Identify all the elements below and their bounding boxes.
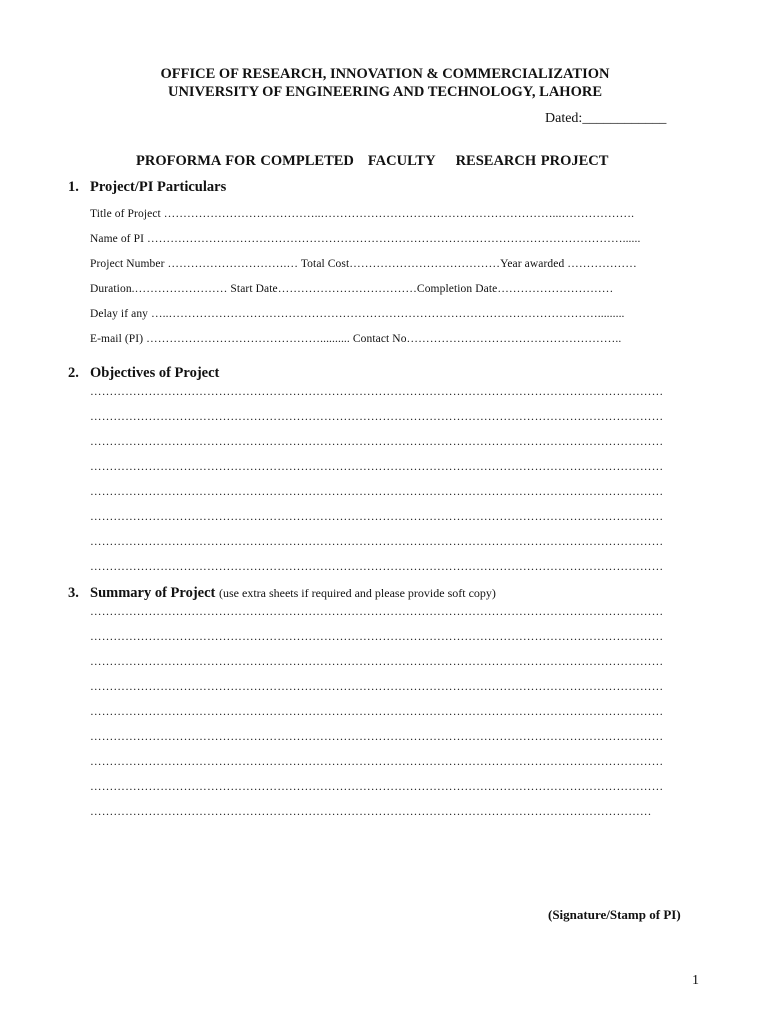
section-1-title: Project/PI Particulars — [90, 179, 227, 195]
summary-line[interactable]: ………………………………………………………………………………………………………………………………… — [90, 706, 664, 718]
section-3-heading — [68, 585, 496, 602]
proforma-title-part2: FACULTY — [367, 153, 436, 169]
section-3-note: (use extra sheets if required and please provide soft copy) — [219, 586, 496, 600]
summary-line[interactable]: ……………………………………………………………………………………………………………………………… — [90, 806, 652, 818]
section-2-title: Objectives of Project — [90, 365, 220, 381]
summary-line[interactable]: ………………………………………………………………………………………………………………………………… — [90, 681, 664, 693]
objectives-line[interactable]: ………………………………………………………………………………………………………………………………… — [90, 536, 664, 548]
summary-line[interactable]: ………………………………………………………………………………………………………………………………… — [90, 731, 664, 743]
objectives-line[interactable]: ………………………………………………………………………………………………………………………………… — [90, 486, 664, 498]
section-1-heading — [68, 179, 226, 196]
proforma-title-part1: PROFORMA FOR COMPLETED — [136, 153, 354, 169]
section-1-number: 1. — [68, 179, 79, 195]
university-heading: UNIVERSITY OF ENGINEERING AND TECHNOLOGY, LAHORE — [167, 84, 602, 100]
proforma-title-part3: RESEARCH PROJECT — [455, 153, 609, 169]
proforma-title — [136, 153, 608, 170]
objectives-line[interactable]: ………………………………………………………………………………………………………………………………… — [90, 436, 664, 448]
objectives-line[interactable]: ………………………………………………………………………………………………………………………………… — [90, 386, 664, 398]
summary-line[interactable]: ………………………………………………………………………………………………………………………………… — [90, 656, 664, 668]
summary-line[interactable]: ………………………………………………………………………………………………………………………………… — [90, 631, 664, 643]
duration-dates-field[interactable]: Duration.…………………… Start Date………………………………Completion Date………………………… — [90, 283, 614, 295]
section-2-number: 2. — [68, 365, 79, 381]
email-contact-field[interactable]: E-mail (PI) ……………………………………….......... Contact No……………………………………………….. — [90, 333, 622, 345]
objectives-line[interactable]: ………………………………………………………………………………………………………………………………… — [90, 511, 664, 523]
objectives-line[interactable]: ………………………………………………………………………………………………………………………………… — [90, 561, 664, 573]
delay-field[interactable]: Delay if any …..…………………………………………………………………………………………………......... — [90, 308, 625, 320]
objectives-line[interactable]: ………………………………………………………………………………………………………………………………… — [90, 411, 664, 423]
title-of-project-field[interactable]: Title of Project …………………………………..……………………………………………………...………………. — [90, 208, 635, 220]
name-of-pi-field[interactable]: Name of PI ……………………………………………………………………………………………………………...... — [90, 233, 641, 245]
summary-line[interactable]: ………………………………………………………………………………………………………………………………… — [90, 756, 664, 768]
signature-label: (Signature/Stamp of PI) — [548, 907, 681, 922]
project-number-cost-year-field[interactable]: Project Number ………………………….… Total Cost…………………………………Year awarded ……………… — [90, 258, 637, 270]
page-number: 1 — [692, 973, 699, 988]
dated-field[interactable]: Dated:____________ — [545, 111, 667, 126]
office-heading: OFFICE OF RESEARCH, INNOVATION & COMMERCIALIZATION — [160, 66, 610, 82]
summary-line[interactable]: ………………………………………………………………………………………………………………………………… — [90, 606, 664, 618]
section-3-number: 3. — [68, 585, 79, 601]
summary-line[interactable]: ………………………………………………………………………………………………………………………………… — [90, 781, 664, 793]
objectives-line[interactable]: ………………………………………………………………………………………………………………………………… — [90, 461, 664, 473]
section-2-heading — [68, 365, 219, 382]
section-3-title: Summary of Project — [90, 585, 216, 601]
